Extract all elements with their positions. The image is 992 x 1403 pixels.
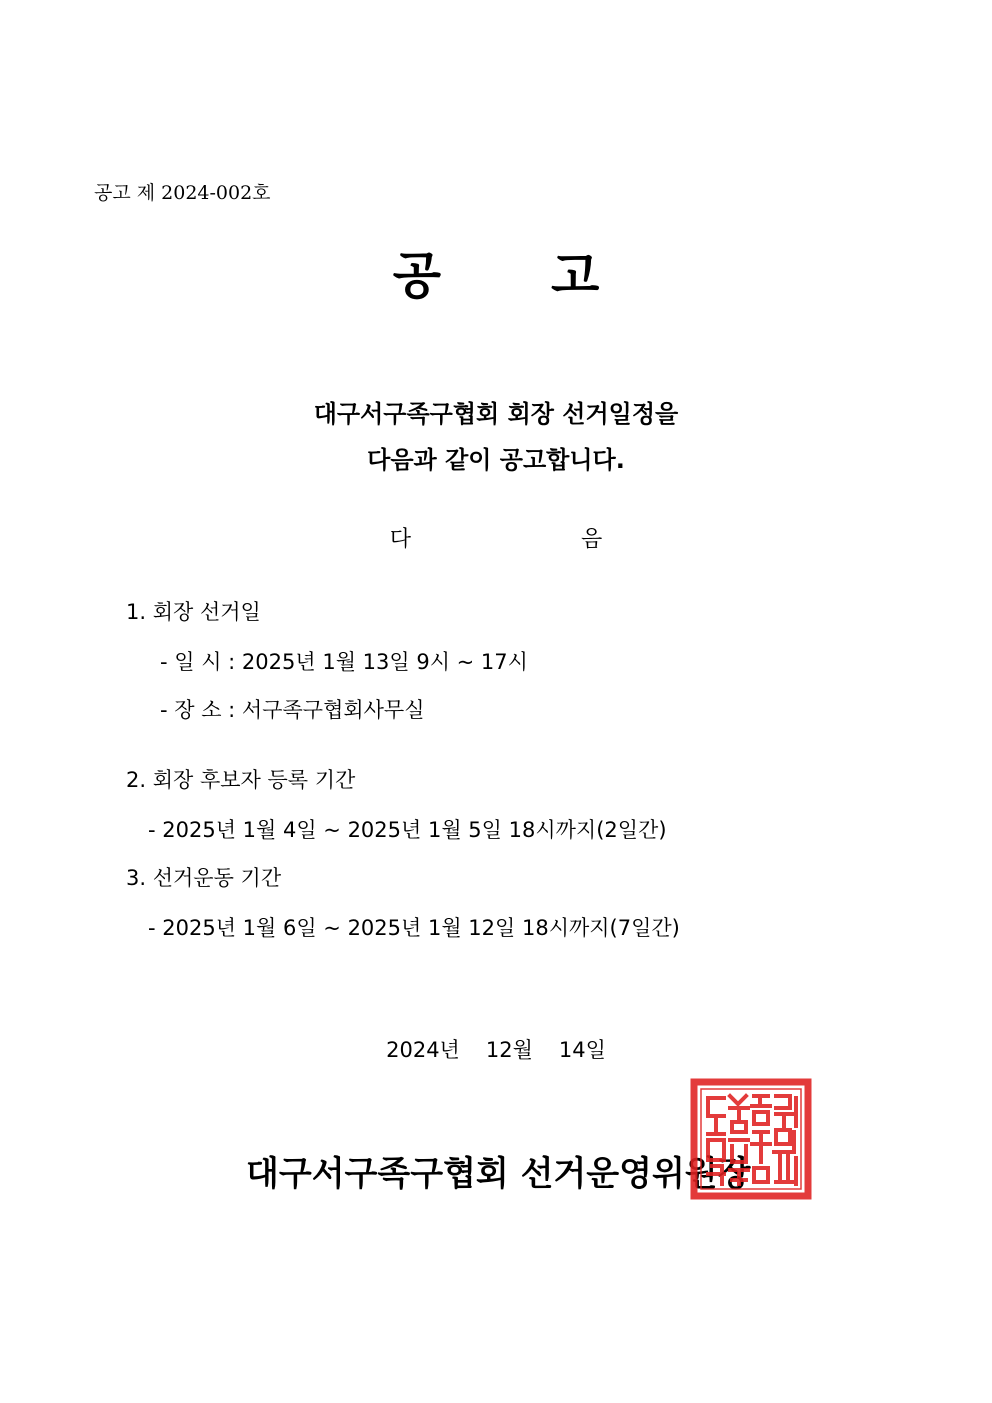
- notice-date: [0, 1034, 992, 1064]
- notice-number: 공고 제 2024-002호: [94, 182, 271, 204]
- official-seal-icon: [690, 1078, 812, 1200]
- section-heading-campaign: 3. 선거운동 기간: [126, 866, 282, 890]
- date-month: 12월: [485, 1038, 533, 1062]
- section-detail-campaign-period: - 2025년 1월 6일 ~ 2025년 1월 12일 18시까지(7일간): [148, 916, 680, 940]
- dadeum-char-1: 다: [389, 527, 411, 552]
- section-heading-registration: 2. 회장 후보자 등록 기간: [126, 768, 356, 792]
- section-detail-datetime: - 일 시 : 2025년 1월 13일 9시 ~ 17시: [160, 650, 528, 674]
- section-heading-election-day: 1. 회장 선거일: [126, 600, 261, 624]
- dadeum-char-2: 음: [581, 527, 603, 552]
- intro-line-2: 다음과 같이 공고합니다.: [367, 446, 625, 474]
- page-title-char-1: 공: [392, 247, 441, 305]
- intro-line-1: 대구서구족구협회 회장 선거일정을: [313, 400, 679, 428]
- date-year: 2024년: [386, 1038, 460, 1062]
- date-day: 14일: [558, 1038, 606, 1062]
- dadeum-heading: [0, 522, 992, 553]
- section-detail-place: - 장 소 : 서구족구협회사무실: [160, 698, 425, 722]
- page-title-char-2: 고: [551, 247, 600, 305]
- page-title: [0, 236, 992, 308]
- section-detail-registration-period: - 2025년 1월 4일 ~ 2025년 1월 5일 18시까지(2일간): [148, 818, 667, 842]
- signature: 대구서구족구협회 선거운영위원장: [246, 1154, 751, 1194]
